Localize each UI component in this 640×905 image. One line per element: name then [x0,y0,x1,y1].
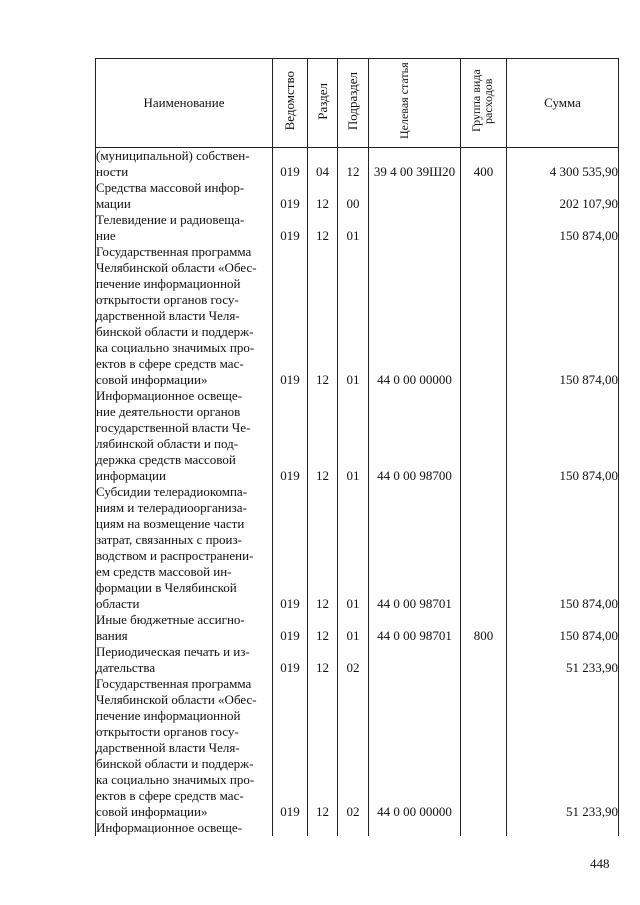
name-line: открытости органов госу- [96,724,239,739]
name-line: Информационное освеще- [96,820,243,835]
header-section: Раздел [308,59,338,148]
header-target-item: Целевая статья [369,59,461,148]
row-department: 019 [273,244,308,388]
name-line: печение информационной [96,276,241,291]
name-line: ние [96,228,116,243]
row-name [96,484,273,612]
table-row [96,244,619,388]
row-target-item: 44 0 00 98701 [369,484,461,612]
row-subsection: 02 [338,644,369,676]
table-row [96,388,619,484]
row-amount: 51 233,90 [507,644,619,676]
table-row [96,180,619,212]
row-amount: 202 107,90 [507,180,619,212]
row-subsection [338,820,369,836]
name-line: совой информации» [96,372,208,387]
row-expense-group [461,388,507,484]
row-subsection: 01 [338,612,369,644]
table-row [96,676,619,820]
name-line: Государственная программа [96,244,252,259]
row-target-item: 44 0 00 00000 [369,676,461,820]
name-line: лябинской области и под- [96,436,239,451]
name-line: циям на возмещение части [96,516,245,531]
row-amount: 150 874,00 [507,484,619,612]
page-number: 448 [590,856,610,871]
row-expense-group: 800 [461,612,507,644]
name-line: Информационное освеще- [96,388,243,403]
name-line: затрат, связанных с произ- [96,532,242,547]
row-department: 019 [273,612,308,644]
name-line: Субсидии телерадиокомпа- [96,484,248,499]
header-amount: Сумма [507,59,619,148]
row-name [96,212,273,244]
name-line: ности [96,164,129,179]
name-line: ектов в сфере средств мас- [96,356,244,371]
name-line: государственной власти Че- [96,420,251,435]
row-amount: 150 874,00 [507,612,619,644]
row-target-item: 39 4 00 39Ш20 [369,148,461,181]
row-name [96,820,273,836]
name-line: ектов в сфере средств мас- [96,788,244,803]
row-amount: 150 874,00 [507,244,619,388]
name-line: ем средств массовой ин- [96,564,232,579]
name-line: ние деятельности органов [96,404,241,419]
name-line: информации [96,468,166,483]
row-name [96,244,273,388]
name-line: водством и распространени- [96,548,254,563]
row-target-item [369,644,461,676]
row-expense-group [461,244,507,388]
row-name [96,180,273,212]
row-target-item [369,212,461,244]
name-line: Государственная программа [96,676,252,691]
table-row [96,484,619,612]
row-target-item: 44 0 00 98701 [369,612,461,644]
name-line: дательства [96,660,156,675]
row-name [96,148,273,181]
row-department: 019 [273,180,308,212]
header-expense-group: Группа вида расходов [461,59,507,148]
row-subsection: 01 [338,244,369,388]
header-subsection: Подраздел [338,59,369,148]
table-row [96,212,619,244]
table-row [96,148,619,181]
row-amount: 150 874,00 [507,388,619,484]
name-line: бинской области и поддерж- [96,324,254,339]
name-line: формации в Челябинской [96,580,237,595]
row-section: 04 [308,148,338,181]
name-line: совой информации» [96,804,208,819]
row-name [96,644,273,676]
row-name [96,388,273,484]
row-name [96,612,273,644]
row-subsection: 02 [338,676,369,820]
row-section: 12 [308,244,338,388]
name-line: Челябинской области «Обес- [96,692,257,707]
row-expense-group [461,180,507,212]
name-line: держка средств массовой [96,452,236,467]
row-section [308,820,338,836]
table-row [96,820,619,836]
name-line: печение информационной [96,708,241,723]
row-section: 12 [308,180,338,212]
row-amount: 4 300 535,90 [507,148,619,181]
row-name [96,676,273,820]
row-department: 019 [273,676,308,820]
row-expense-group: 400 [461,148,507,181]
row-subsection: 01 [338,388,369,484]
name-line: Иные бюджетные ассигно- [96,612,245,627]
header-name: Наименование [96,59,273,148]
table-body [96,148,619,837]
name-line: Челябинской области «Обес- [96,260,257,275]
budget-table [95,58,619,836]
row-section: 12 [308,212,338,244]
row-target-item: 44 0 00 00000 [369,244,461,388]
row-department: 019 [273,484,308,612]
table-row [96,612,619,644]
name-line: Телевидение и радиовеща- [96,212,245,227]
name-line: дарственной власти Челя- [96,308,240,323]
row-section: 12 [308,676,338,820]
name-line: ка социально значимых про- [96,340,255,355]
row-expense-group [461,212,507,244]
row-subsection: 12 [338,148,369,181]
row-department [273,820,308,836]
row-subsection: 00 [338,180,369,212]
row-department: 019 [273,388,308,484]
row-expense-group [461,484,507,612]
row-department: 019 [273,212,308,244]
row-section: 12 [308,484,338,612]
table-header-row [96,59,619,148]
name-line: ниям и телерадиоорганиза- [96,500,247,515]
row-department: 019 [273,644,308,676]
name-line: бинской области и поддерж- [96,756,254,771]
row-amount [507,820,619,836]
row-subsection: 01 [338,484,369,612]
row-subsection: 01 [338,212,369,244]
name-line: ка социально значимых про- [96,772,255,787]
name-line: области [96,596,140,611]
row-expense-group [461,644,507,676]
row-target-item: 44 0 00 98700 [369,388,461,484]
row-expense-group [461,676,507,820]
name-line: Средства массовой инфор- [96,180,245,195]
row-amount: 51 233,90 [507,676,619,820]
row-target-item [369,180,461,212]
name-line: Периодическая печать и из- [96,644,250,659]
name-line: открытости органов госу- [96,292,239,307]
name-line: дарственной власти Челя- [96,740,240,755]
name-line: мации [96,196,131,211]
row-department: 019 [273,148,308,181]
name-line: вания [96,628,128,643]
row-amount: 150 874,00 [507,212,619,244]
header-department: Ведомство [273,59,308,148]
row-section: 12 [308,612,338,644]
row-target-item [369,820,461,836]
row-expense-group [461,820,507,836]
table-row [96,644,619,676]
row-section: 12 [308,388,338,484]
row-section: 12 [308,644,338,676]
name-line: (муниципальной) собствен- [96,148,250,163]
